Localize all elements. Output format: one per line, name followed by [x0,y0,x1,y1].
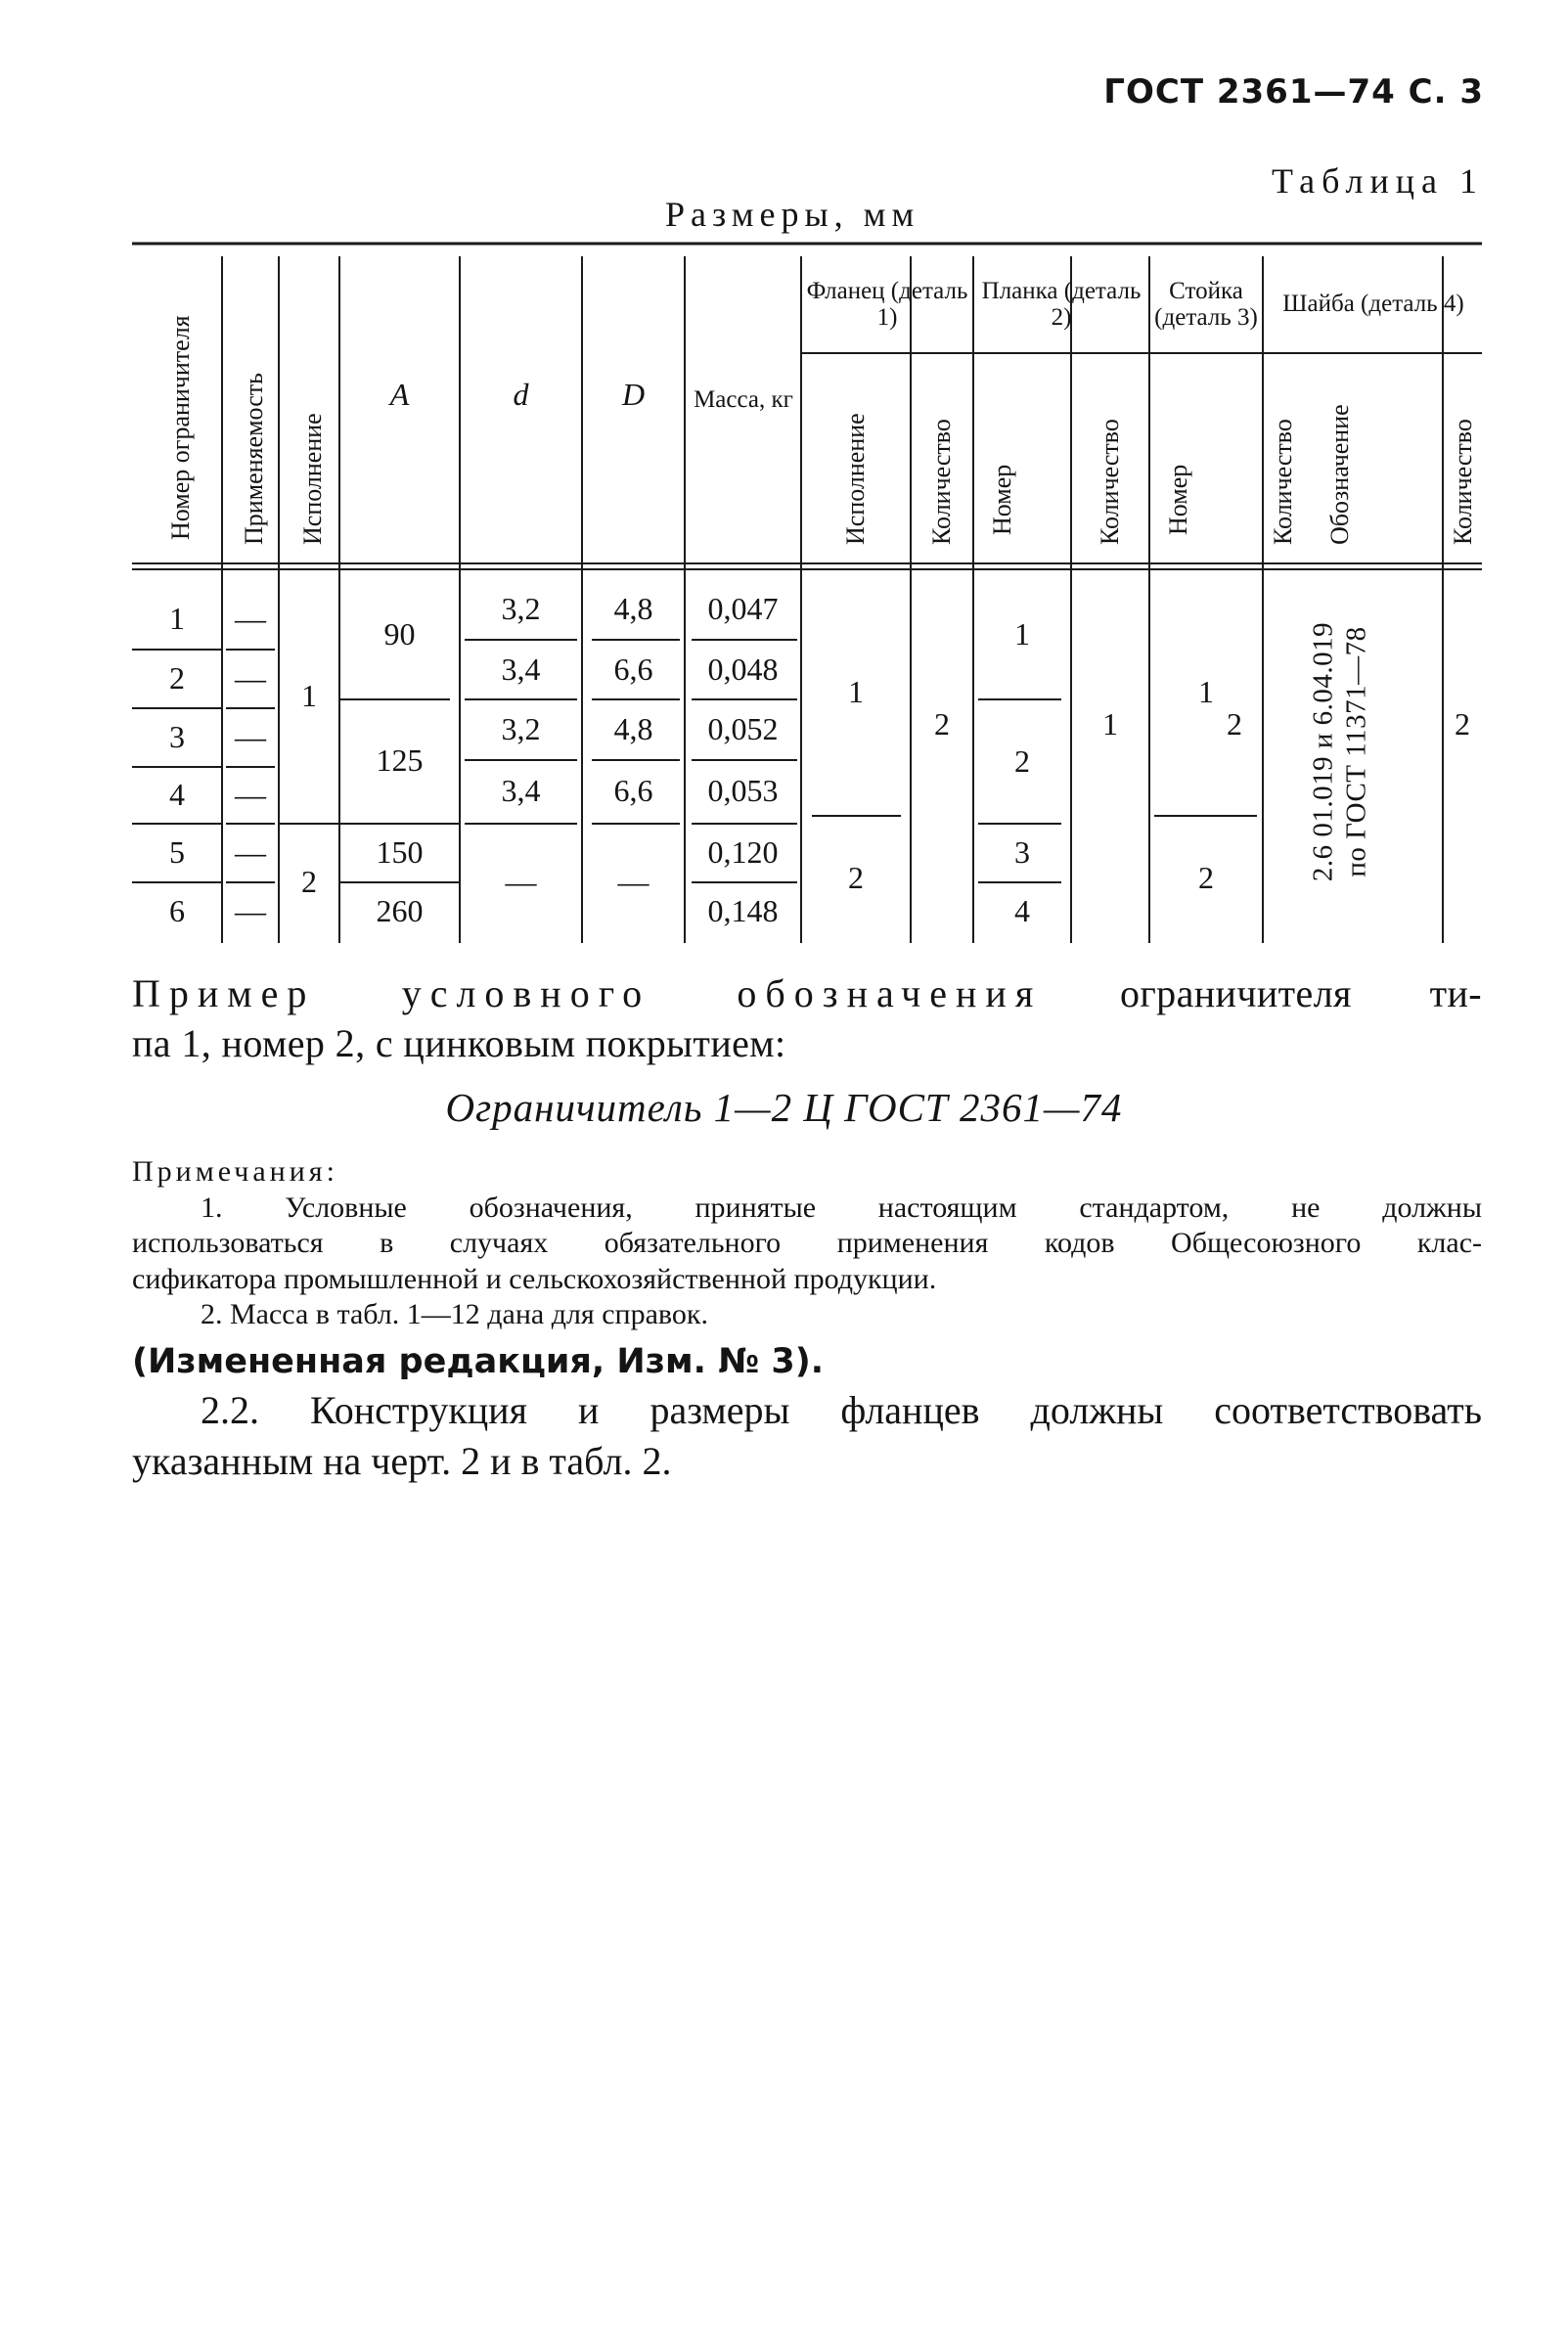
D-value: 4,8 [613,591,653,627]
washer-designation-line1: 2.6 01.019 и 6.04.019 [1307,621,1339,882]
note-1-line-2: использоваться в случаях обязательного применения кодов Общесоюзного клас- [132,1227,1482,1260]
example-line-1 [132,968,1482,1018]
table-caption: Таблица 1 [1272,161,1484,201]
mass-value: 0,048 [707,652,779,688]
row-number-6: 6 [169,893,185,929]
header-post-num: Номер [1164,464,1192,535]
D-value: 6,6 [613,652,653,688]
washer-qty: 2 [1455,706,1470,742]
D-value: 4,8 [613,711,653,747]
row-number-1: 1 [169,601,185,637]
plank-num-3: 3 [1014,834,1030,871]
row-applicability: — [235,660,266,697]
note-1-line-1: 1. Условные обозначения, принятые настоящим стандартом, не должны [201,1191,1482,1224]
washer-designation-line2: по ГОСТ 11371—78 [1340,626,1372,877]
example-line-2: па 1, номер 2, с цинковым покрытием: [132,1021,786,1066]
row-applicability: — [235,719,266,755]
row-number-3: 3 [169,719,185,755]
example-spaced: Пример условного обозначения [132,971,1043,1015]
mass-value: 0,120 [707,834,779,871]
mass-value: 0,052 [707,711,779,747]
mass-value: 0,047 [707,591,779,627]
mass-value: 0,053 [707,773,779,809]
header-plank-num: Номер [988,464,1016,535]
header-A: A [389,377,410,413]
clause-2-2-line-2: указанным на черт. 2 и в табл. 2. [132,1439,672,1483]
page-header: ГОСТ 2361—74 С. 3 [1103,72,1484,112]
header-washer-qty: Количество [1449,419,1477,545]
A-125: 125 [376,742,424,779]
D-value: — [617,864,650,900]
post-num-2: 2 [1198,860,1214,896]
header-washer-des: Обозначение [1325,404,1354,545]
row-number-2: 2 [169,660,185,697]
plank-qty: 1 [1102,706,1118,742]
header-execution: Исполнение [298,413,327,545]
D-value: 6,6 [613,773,653,809]
plank-num-4: 4 [1014,893,1030,929]
row-applicability: — [235,777,266,813]
header-post: Стойка (деталь 3) [1154,278,1258,331]
row-number-5: 5 [169,834,185,871]
post-qty: 2 [1227,706,1242,742]
d-value: 3,4 [501,652,541,688]
flange-qty: 2 [934,706,950,742]
changed-edition: (Измененная редакция, Изм. № 3). [132,1342,825,1381]
note-1-line-3: сификатора промышленной и сельскохозяйственной продукции. [132,1262,937,1295]
plank-num-1: 1 [1014,616,1030,652]
row-applicability: — [235,834,266,871]
note-2: 2. Масса в табл. 1—12 дана для справок. [201,1298,708,1331]
flange-exec-1: 1 [848,674,864,710]
dimensions-table [132,239,1482,943]
designation-example: Ограничитель 1—2 Ц ГОСТ 2361—74 [445,1085,1123,1130]
header-flange: Фланец (деталь 1) [806,278,968,331]
header-post-qty: Количество [1269,419,1297,545]
header-mass: Масса, кг [694,385,793,413]
A-90: 90 [383,616,416,652]
row-applicability: — [235,893,266,929]
notes-title: Примечания: [132,1155,338,1188]
d-value: — [505,864,537,900]
flange-exec-2: 2 [848,860,864,896]
mass-value: 0,148 [707,893,779,929]
row-applicability: — [235,601,266,637]
d-value: 3,2 [501,591,541,627]
header-flange-exec: Исполнение [841,413,870,545]
A-150: 150 [376,834,424,871]
notes [132,1154,1482,1333]
d-value: 3,4 [501,773,541,809]
d-value: 3,2 [501,711,541,747]
header-applicability: Применяемость [240,373,268,545]
header-number: Номер ограничителя [166,315,195,540]
header-washer: Шайба (деталь 4) [1282,291,1464,318]
clause-2-2 [132,1385,1482,1487]
post-num-1: 1 [1198,674,1214,710]
execution-2: 2 [301,864,317,900]
header-flange-qty: Количество [927,419,956,545]
A-260: 260 [376,893,424,929]
example-rest: ограничителя ти- [1042,971,1482,1015]
header-plank-qty: Количество [1096,419,1124,545]
header-plank: Планка (деталь 2) [981,278,1142,331]
header-d: d [513,377,529,413]
plank-num-2: 2 [1014,742,1030,779]
execution-1: 1 [301,678,317,714]
example-paragraph [132,968,1482,1068]
header-D: D [621,377,646,413]
row-number-4: 4 [169,777,185,813]
units-caption: Размеры, мм [665,195,920,234]
clause-2-2-line-1: 2.2. Конструкция и размеры фланцев должны соответствовать [201,1388,1482,1432]
